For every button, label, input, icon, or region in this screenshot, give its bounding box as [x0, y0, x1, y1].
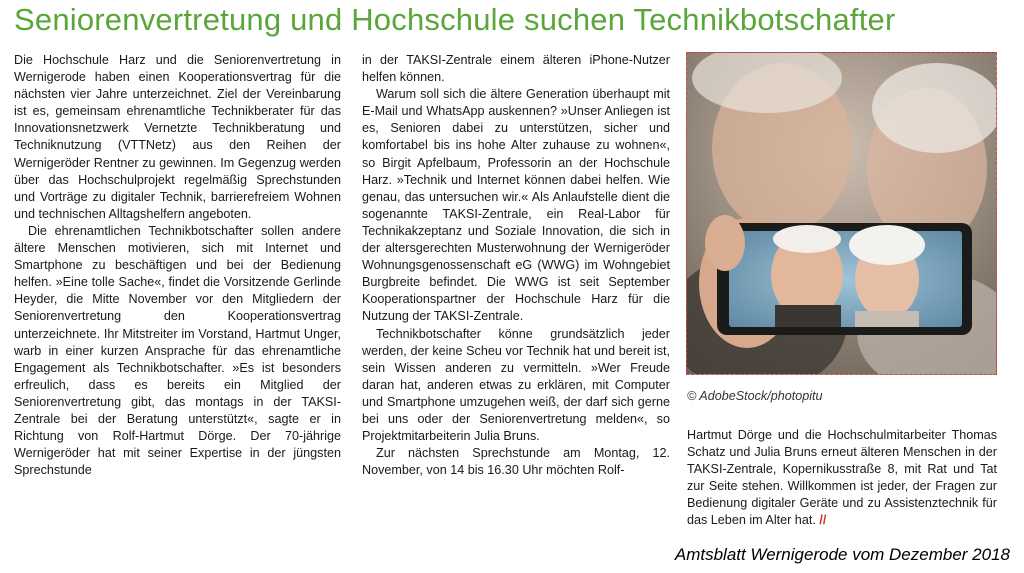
end-mark: // — [819, 513, 827, 528]
paragraph: Zur nächsten Sprechstunde am Montag, 12. November, von 14 bis 16.30 Uhr möchten Rolf- — [362, 446, 670, 478]
paragraph: Technikbotschafter könne grundsätzlich jeder werden, der keine Scheu vor Technik hat und bereit ist, sein Wissen anderen zu vermitteln. »Wer Freude daran hat, anderen etwas zu erklären, mit Computer und Smartphone umzugehen weiß, der darf sich gerne bei uns oder der Seniorenvertretung melden«, so Projektmitarbeiterin Julia Bruns. — [362, 326, 670, 444]
article-column-2 — [362, 52, 670, 479]
paragraph-text: Hartmut Dörge und die Hochschulmitarbeiter Thomas Schatz und Julia Bruns erneut älteren Menschen in der TAKSI-Zentrale, Kopernikusstraße 8, mit Rat und Tat zur Seite stehen. Willkommen ist jeder, der Fragen zur Bedienung digitaler Geräte und zu Assistenztechnik für das Leben im Alter hat. — [687, 428, 997, 528]
article-column-3 — [687, 427, 997, 530]
selfie-photo — [686, 52, 997, 375]
photo-credit: © AdobeStock/photopitu — [687, 389, 823, 403]
paragraph — [687, 427, 997, 530]
paragraph: Warum soll sich die ältere Generation überhaupt mit E-Mail und WhatsApp auskennen? »Unser Anliegen ist es, Senioren dabei zu unterstützen, sicher und komfortabel bis ins hohe Alter zuhause zu wohnen«, so Birgit Apfelbaum, Professorin an der Hochschule Harz. »Technik und Internet können dabei helfen. Wie genau, das untersuchen wir.« Als Anlaufstelle dient die sogenannte TAKSI-Zentrale, ein Real-Labor für Technikakzeptanz und Soziale Innovation, die sich in der altersgerechten Musterwohnung der Wernigeröder Wohnungsgenossenschaft eG (WWG) im Wohngebiet Burgbreite befindet. Die WWG ist seit September Kooperationspartner der Hochschule Harz für die Nutzung der TAKSI-Zentrale. — [362, 87, 670, 324]
article-column-1 — [14, 52, 341, 479]
source-footer: Amtsblatt Wernigerode vom Dezember 2018 — [674, 545, 1010, 564]
paragraph: Die Hochschule Harz und die Seniorenvertretung in Wernigerode haben einen Kooperationsvertrag für die nächsten vier Jahre unterzeichnet. Ziel der Vereinbarung ist es, gemeinsam ehrenamtliche Technikberater für das Innovationsnetzwerk Vernetzte Technikberatung und Techniknutzung (VTTNetz) aus den Reihen der Wernigeröder Rentner zu gewinnen. Im Gegenzug werden über das Hochschulprojekt regelmäßig Sprechstunden und Vorträge zu digitaler Technik, barrierefreiem Wohnen und technischen Alltagshelfern angeboten. — [14, 53, 341, 221]
selfie-photo-illustration — [687, 53, 996, 374]
headline: Seniorenvertretung und Hochschule suchen Technikbotschafter — [14, 2, 896, 37]
paragraph: Die ehrenamtlichen Technikbotschafter sollen andere ältere Menschen motivieren, sich mit Internet und Smartphone zu beschäftigen und bei der Bedienung helfen. »Eine tolle Sache«, findet die Vorsitzende Gerlinde Heyder, die Mitte November vor den Mitgliedern der Seniorenvertretung den Kooperationsvertrag unterzeichnete. Ihr Mitstreiter im Vorstand, Hartmut Unger, warb in einer kurzen Ansprache für das ehrenamtliche Engagement als Technikbotschafter. »Es ist besonders erfreulich, dass es bereits ein Mitglied der Seniorenvertretung gibt, das montags in der TAKSI-Zentrale bei der Beratung unterstützt«, sagte er in Richtung von Rolf-Hartmut Dörge. Der 70-jährige Wernigeröder hat mit seiner Expertise in der jüngsten Sprechstunde — [14, 223, 341, 478]
paragraph: in der TAKSI-Zentrale einem älteren iPhone-Nutzer helfen können. — [362, 53, 670, 85]
